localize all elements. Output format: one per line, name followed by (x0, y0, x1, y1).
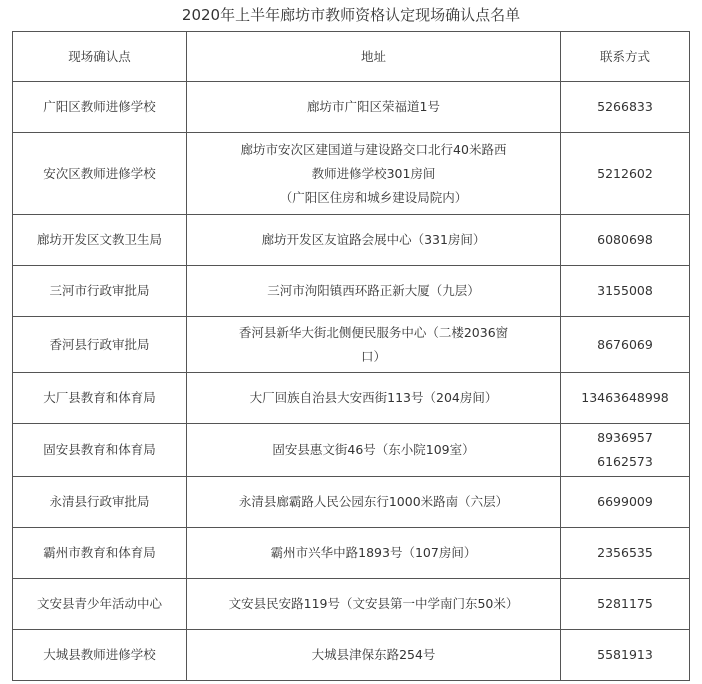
cell-contact (561, 579, 690, 630)
cell-site: 安次区教师进修学校 (13, 133, 187, 215)
cell-address (187, 133, 561, 215)
cell-address (187, 477, 561, 528)
cell-address (187, 630, 561, 681)
table-row (13, 215, 690, 266)
contact-line: 5266833 (597, 99, 653, 114)
cell-address (187, 266, 561, 317)
cell-address (187, 579, 561, 630)
contact-line: 5581913 (597, 647, 653, 662)
table-row (13, 424, 690, 477)
cell-contact (561, 630, 690, 681)
contact-line: 6080698 (597, 232, 653, 247)
contact-line: 13463648998 (581, 390, 669, 405)
address-line: 永清县廊霸路人民公园东行1000米路南（六层） (238, 494, 509, 509)
table-row (13, 317, 690, 373)
address-line: 文安县民安路119号（文安县第一中学南门东50米） (228, 596, 519, 611)
contact-line: 8936957 (597, 430, 653, 445)
cell-site: 文安县青少年活动中心 (13, 579, 187, 630)
address-line: 香河县新华大街北侧便民服务中心（二楼2036窗 (238, 324, 509, 340)
contact-line: 6162573 (597, 454, 653, 469)
table-body (13, 32, 690, 681)
cell-contact (561, 266, 690, 317)
cell-contact (561, 133, 690, 215)
address-line: 教师进修学校301房间 (311, 165, 436, 181)
cell-address (187, 215, 561, 266)
cell-contact (561, 528, 690, 579)
address-line: 大城县津保东路254号 (311, 647, 436, 662)
cell-address (187, 82, 561, 133)
cell-site: 固安县教育和体育局 (13, 424, 187, 477)
header-address: 地址 (187, 32, 561, 82)
address-line: 大厂回族自治县大安西街113号（204房间） (249, 390, 498, 405)
contact-line: 8676069 (597, 336, 653, 352)
cell-contact (561, 477, 690, 528)
contact-line: 6699009 (597, 494, 653, 509)
table-row (13, 579, 690, 630)
site-list-table (12, 31, 690, 681)
cell-site: 广阳区教师进修学校 (13, 82, 187, 133)
table-row (13, 373, 690, 424)
cell-site: 大城县教师进修学校 (13, 630, 187, 681)
header-contact: 联系方式 (561, 32, 690, 82)
contact-line: 5212602 (597, 165, 653, 181)
cell-site: 大厂县教育和体育局 (13, 373, 187, 424)
page-title: 2020年上半年廊坊市教师资格认定现场确认点名单 (181, 6, 521, 24)
cell-site: 霸州市教育和体育局 (13, 528, 187, 579)
address-line: 口） (360, 348, 386, 364)
table-row (13, 82, 690, 133)
address-line: 霸州市兴华中路1893号（107房间） (270, 545, 477, 560)
header-site: 现场确认点 (13, 32, 187, 82)
contact-line: 3155008 (597, 283, 653, 298)
table-header-row (13, 32, 690, 82)
table-row (13, 477, 690, 528)
cell-site: 香河县行政审批局 (13, 317, 187, 373)
cell-address (187, 528, 561, 579)
table-row (13, 133, 690, 215)
address-line: 廊坊市广阳区荣福道1号 (307, 99, 440, 114)
cell-site: 永清县行政审批局 (13, 477, 187, 528)
address-line: 三河市泃阳镇西环路正新大厦（九层） (267, 283, 480, 298)
cell-address (187, 373, 561, 424)
cell-address (187, 317, 561, 373)
address-line: 固安县惠文街46号（东小院109室） (272, 442, 475, 457)
address-line: 廊坊市安次区建国道与建设路交口北行40米路西 (240, 141, 507, 157)
cell-contact (561, 373, 690, 424)
cell-contact (561, 424, 690, 477)
address-line: 廊坊开发区友谊路会展中心（331房间） (261, 232, 486, 247)
contact-line: 2356535 (597, 545, 653, 560)
cell-contact (561, 317, 690, 373)
cell-contact (561, 215, 690, 266)
cell-contact (561, 82, 690, 133)
table-row (13, 528, 690, 579)
table-row (13, 630, 690, 681)
contact-line: 5281175 (597, 596, 653, 611)
cell-address (187, 424, 561, 477)
cell-site: 三河市行政审批局 (13, 266, 187, 317)
cell-site: 廊坊开发区文教卫生局 (13, 215, 187, 266)
address-line: （广阳区住房和城乡建设局院内） (279, 189, 468, 205)
table-row (13, 266, 690, 317)
